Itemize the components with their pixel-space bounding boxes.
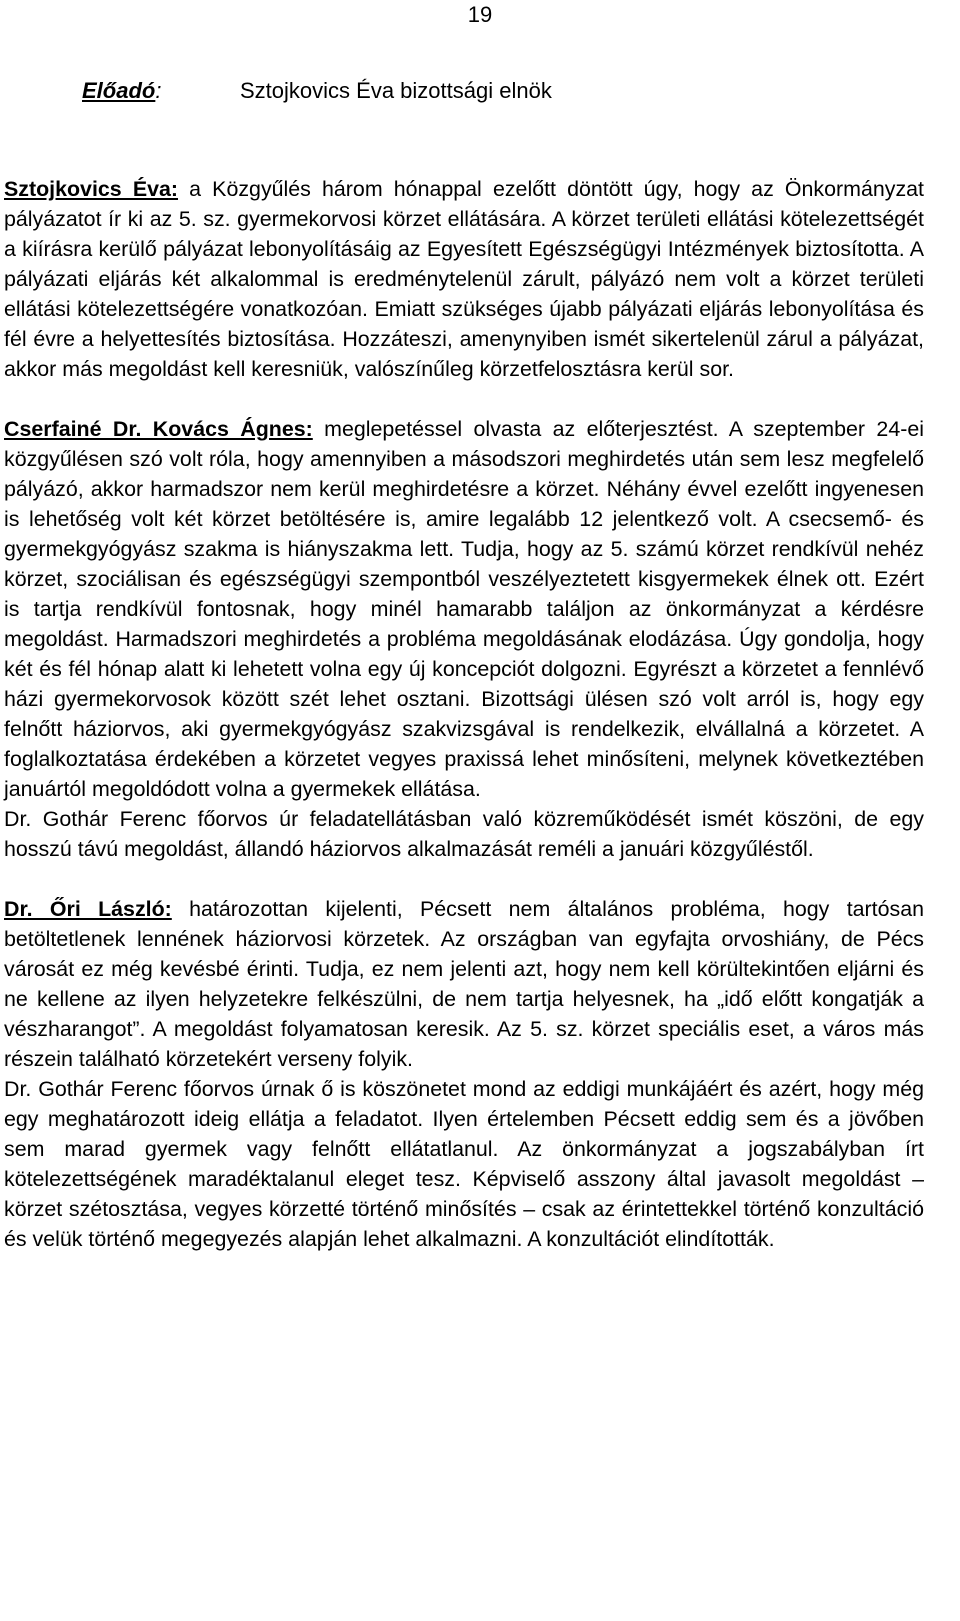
- paragraph-ori: [4, 894, 924, 1074]
- minutes-body: [4, 174, 924, 1254]
- paragraph-text: Dr. Gothár Ferenc főorvos úr feladatellátásban való közreműködését ismét köszöni, de egy hosszú távú megoldást, állandó háziorvos alkalmazását reméli a januári közgyűléstől.: [4, 807, 924, 861]
- paragraph-cserfaine: [4, 414, 924, 804]
- presenter-label: Előadó: [82, 78, 156, 103]
- paragraph-sztojkovics: [4, 174, 924, 384]
- paragraph-text: Dr. Gothár Ferenc főorvos úrnak ő is köszönetet mond az eddigi munkájáért és azért, hogy még egy meghatározott ideig ellátja a feladatot. Ilyen értelemben Pécsett eddig sem és a jövőben sem marad gyermek vagy felnőtt ellátatlanul. Az önkormányzat a jogszabályban írt kötelezettségének maradéktalanul eleget tesz. Képviselő asszony által javasolt megoldást – körzet szétosztása, vegyes körzetté történő minősítés – csak az érintettekkel történő konzultáció és velük történő megegyezés alapján lehet alkalmazni. A konzultációt elindították.: [4, 1077, 924, 1251]
- paragraph-ori-cont: [4, 1074, 924, 1254]
- presenter-colon: :: [155, 78, 162, 103]
- speaker-name: Sztojkovics Éva:: [4, 177, 179, 201]
- paragraph-cserfaine-cont: [4, 804, 924, 864]
- presenter-line: [82, 76, 552, 106]
- page-number: 19: [467, 2, 493, 27]
- paragraph-text: a Közgyűlés három hónappal ezelőtt döntött úgy, hogy az Önkormányzat pályázatot ír ki az 5. sz. gyermekorvosi körzet ellátására. A körzet területi ellátási kötelezettségét a kiírásra kerülő pályázat lebonyolításáig az Egyesített Egészségügyi Intézmények biztosította. A pályázati eljárás két alkalommal is eredménytelenül zárult, pályázó nem volt a körzet területi ellátási kötelezettségére vonatkozóan. Emiatt szükséges újabb pályázati eljárás lebonyolítása és fél évre a helyettesítés biztosítása. Hozzáteszi, amenynyiben ismét sikertelenül zárul a pályázat, akkor más megoldást kell keresniük, valószínűleg körzetfelosztásra kerül sor.: [4, 177, 924, 381]
- speaker-name: Cserfainé Dr. Kovács Ágnes:: [4, 417, 313, 441]
- presenter-name: Sztojkovics Éva bizottsági elnök: [240, 78, 552, 103]
- paragraph-text: meglepetéssel olvasta az előterjesztést. A szeptember 24-ei közgyűlésen szó volt róla, hogy amennyiben a másodszori meghirdetés után sem lesz megfelelő pályázó, akkor harmadszor nem kerül meghirdetésre a körzet. Néhány évvel ezelőtt ingyenesen is lehetőség volt két körzet betöltésére is, amire legalább 12 jelentkező volt. A csecsemő- és gyermekgyógyász szakma is hiányszakma lett. Tudja, hogy az 5. számú körzet rendkívül nehéz körzet, szociálisan és egészségügyi szempontból veszélyeztetett kisgyermekek élnek ott. Ezért is tartja rendkívül fontosnak, hogy minél hamarabb találjon az önkormányzat a kérdésre megoldást. Harmadszori meghirdetés a probléma megoldásának elodázása. Úgy gondolja, hogy két és fél hónap alatt ki lehetett volna egy új koncepciót dolgozni. Egyrészt a körzetet a fennlévő házi gyermekorvosok között szét lehet osztani. Bizottsági ülésen szó volt arról is, hogy egy felnőtt háziorvos, aki gyermekgyógyász szakvizsgával is rendelkezik, elvállalná a körzetet. A foglalkoztatása érdekében a körzetet vegyes praxissá lehet minősíteni, melynek következtében januártól megoldódott volna a gyermekek ellátása.: [4, 417, 924, 801]
- speaker-name: Dr. Őri László:: [4, 897, 172, 921]
- paragraph-text: határozottan kijelenti, Pécsett nem általános probléma, hogy tartósan betöltetlenek lennének háziorvosi körzetek. Az országban van egyfajta orvoshiány, de Pécs városát ez még kevésbé érinti. Tudja, ez nem jelenti azt, hogy nem kell körültekintően eljárni és ne kellene az ilyen helyzetekre felkészülni, de nem tartja helyesnek, ha „idő előtt kongatják a vészharangot”. A megoldást folyamatosan keresik. Az 5. sz. körzet speciális eset, a város más részein található körzetekért verseny folyik.: [4, 897, 924, 1071]
